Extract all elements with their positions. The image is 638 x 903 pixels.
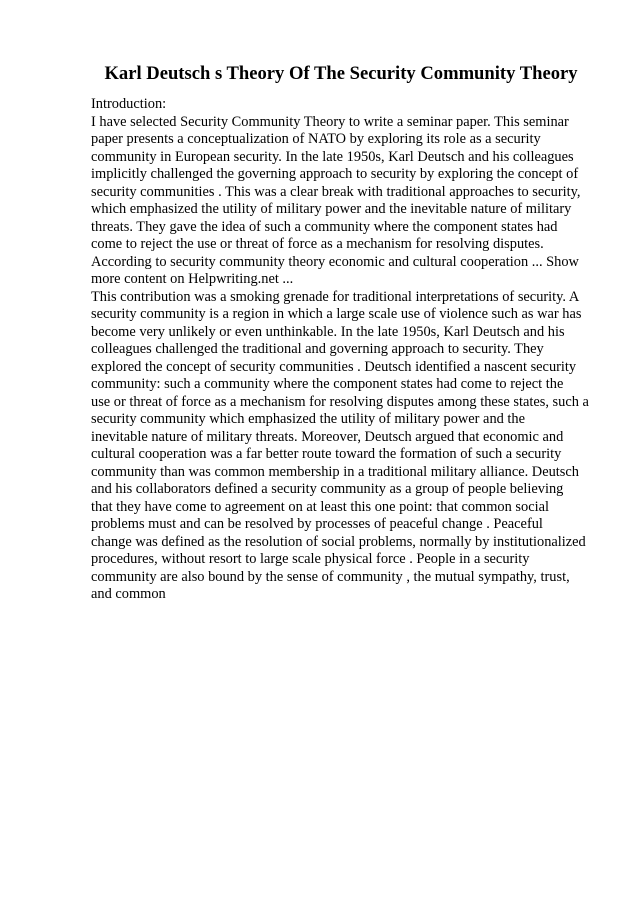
text-line: This contribution was a smoking grenade for traditional interpretations of security. A bbox=[91, 288, 580, 305]
text-line: colleagues challenged the traditional and governing approach to security. They bbox=[91, 341, 544, 357]
text-line: change was defined as the resolution of social problems, normally by institutionalized bbox=[91, 533, 586, 550]
text-line: implicitly challenged the governing approach to security by exploring the concept of bbox=[91, 166, 579, 182]
text-line: and common bbox=[91, 586, 166, 602]
text-line: According to security community theory economic and cultural cooperation ... Show bbox=[91, 253, 579, 270]
text-line: come to reject the use or threat of force as a mechanism for resolving disputes. bbox=[91, 236, 544, 252]
document-title: Karl Deutsch s Theory Of The Security Community Theory bbox=[104, 63, 578, 84]
text-line: more content on Helpwriting.net ... bbox=[91, 271, 294, 287]
text-line: community: such a community where the component states had come to reject the bbox=[91, 376, 564, 392]
text-line: become very unlikely or even unthinkable. In the late 1950s, Karl Deutsch and his bbox=[91, 323, 565, 340]
text-line: community than was common membership in a traditional military alliance. Deutsch bbox=[91, 463, 579, 480]
text-line: Introduction: bbox=[91, 96, 167, 112]
text-line: and his collaborators defined a security community as a group of people believing bbox=[91, 481, 564, 497]
text-line: cultural cooperation was a far better route toward the formation of such a security bbox=[91, 446, 562, 462]
text-line: security community is a region in which a large scale use of violence such as war has bbox=[91, 306, 582, 322]
document-body bbox=[91, 96, 601, 604]
text-line: that they have come to agreement on at least this one point: that common social bbox=[91, 498, 549, 515]
text-line: procedures, without resort to large scale physical force . People in a security bbox=[91, 551, 530, 567]
text-line: problems must and can be resolved by processes of peaceful change . Peaceful bbox=[91, 516, 543, 532]
text-line: community are also bound by the sense of community , the mutual sympathy, trust, bbox=[91, 568, 570, 585]
text-line: security community which emphasized the utility of military power and the bbox=[91, 411, 526, 427]
text-line: explored the concept of security communities . Deutsch identified a nascent security bbox=[91, 358, 577, 375]
text-line: paper presents a conceptualization of NATO by exploring its role as a security bbox=[91, 131, 541, 147]
text-line: community in European security. In the late 1950s, Karl Deutsch and his colleagues bbox=[91, 148, 574, 165]
text-line: I have selected Security Community Theory to write a seminar paper. This seminar bbox=[91, 113, 569, 130]
text-line: threats. They gave the idea of such a community where the component states had bbox=[91, 218, 558, 235]
text-line: use or threat of force as a mechanism for resolving disputes among these states, such a bbox=[91, 393, 589, 410]
text-line: inevitable nature of military threats. Moreover, Deutsch argued that economic and bbox=[91, 428, 564, 445]
text-line: which emphasized the utility of military power and the inevitable nature of military bbox=[91, 201, 572, 217]
text-line: security communities . This was a clear break with traditional approaches to security, bbox=[91, 183, 581, 200]
